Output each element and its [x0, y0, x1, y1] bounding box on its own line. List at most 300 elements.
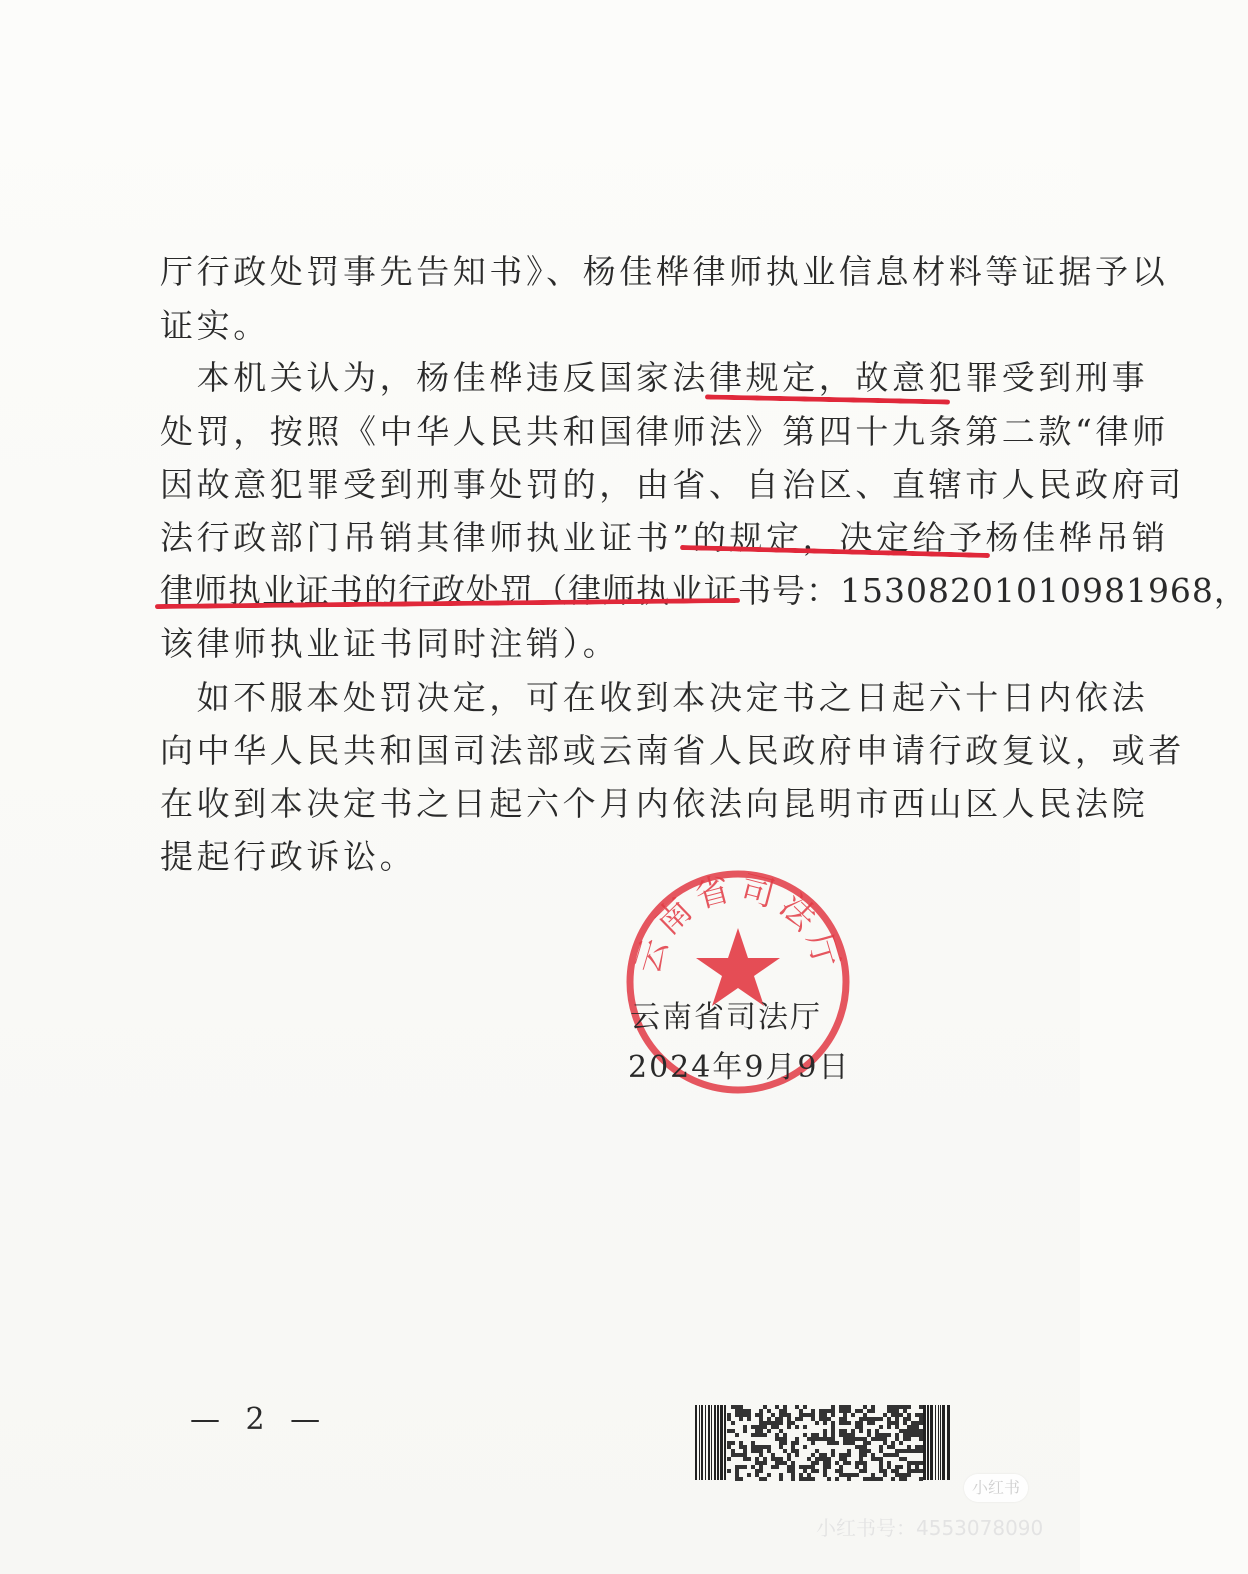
barcode-cell	[879, 1477, 883, 1481]
barcode-cell	[827, 1477, 831, 1481]
barcode-cell	[763, 1445, 767, 1449]
barcode-cell	[867, 1477, 871, 1481]
barcode-cell	[871, 1473, 875, 1477]
barcode-cell	[823, 1409, 827, 1413]
barcode-cell	[767, 1421, 771, 1425]
barcode-cell	[843, 1437, 847, 1441]
barcode-cell	[815, 1469, 819, 1473]
barcode-cell	[779, 1413, 783, 1417]
barcode-cell	[791, 1469, 795, 1473]
barcode-cell	[907, 1413, 911, 1417]
barcode-cell	[847, 1449, 851, 1453]
barcode-cell	[887, 1409, 891, 1413]
barcode-bar	[714, 1405, 716, 1480]
barcode-cell	[803, 1469, 807, 1473]
barcode-cell	[863, 1461, 867, 1465]
barcode-cell	[795, 1453, 799, 1457]
barcode-cell	[819, 1409, 823, 1413]
barcode-cell	[863, 1477, 867, 1481]
barcode-cell	[851, 1441, 855, 1445]
barcode-cell	[735, 1453, 739, 1457]
barcode-cell	[903, 1433, 907, 1437]
page-number: — 2 —	[190, 1402, 329, 1437]
barcode-cell	[915, 1433, 919, 1437]
barcode-cell	[767, 1473, 771, 1477]
barcode-cell	[815, 1457, 819, 1461]
issuer-name: 云南省司法厅	[630, 1000, 822, 1035]
barcode-cell	[847, 1473, 851, 1477]
barcode-cell	[863, 1413, 867, 1417]
barcode-cell	[875, 1433, 879, 1437]
barcode-cell	[859, 1453, 863, 1457]
barcode-cell	[743, 1445, 747, 1449]
barcode-cell	[843, 1417, 847, 1421]
barcode-cell	[891, 1453, 895, 1457]
barcode-cell	[755, 1457, 759, 1461]
barcode-bar	[708, 1405, 710, 1480]
barcode-cell	[871, 1453, 875, 1457]
barcode-cell	[775, 1421, 779, 1425]
barcode-cell	[735, 1473, 739, 1477]
barcode-cell	[875, 1457, 879, 1461]
barcode-cell	[787, 1453, 791, 1457]
barcode-cell	[915, 1413, 919, 1417]
barcode-cell	[823, 1473, 827, 1477]
barcode-cell	[735, 1405, 739, 1409]
barcode-cell	[903, 1473, 907, 1477]
barcode-cell	[915, 1469, 919, 1473]
barcode-cell	[907, 1437, 911, 1441]
barcode-cell	[911, 1429, 915, 1433]
barcode-cell	[735, 1413, 739, 1417]
barcode-cell	[903, 1477, 907, 1481]
barcode-cell	[747, 1409, 751, 1413]
barcode-cell	[839, 1469, 843, 1473]
barcode-cell	[775, 1405, 779, 1409]
svg-text:云南省司法厅: 云南省司法厅	[627, 867, 849, 979]
barcode-cell	[879, 1457, 883, 1461]
barcode-cell	[743, 1409, 747, 1413]
barcode-cell	[891, 1445, 895, 1449]
barcode-cell	[731, 1453, 735, 1457]
barcode-bar	[935, 1405, 936, 1480]
barcode-cell	[759, 1433, 763, 1437]
barcode-cell	[827, 1465, 831, 1469]
barcode-cell	[819, 1457, 823, 1461]
barcode-cell	[887, 1425, 891, 1429]
barcode-cell	[839, 1421, 843, 1425]
barcode-cell	[779, 1417, 783, 1421]
barcode-cell	[847, 1433, 851, 1437]
barcode-cell	[791, 1449, 795, 1453]
barcode-cell	[851, 1473, 855, 1477]
barcode-cell	[863, 1441, 867, 1445]
barcode-cell	[783, 1405, 787, 1409]
barcode-cell	[779, 1429, 783, 1433]
barcode-cell	[811, 1469, 815, 1473]
barcode-cell	[763, 1457, 767, 1461]
barcode-cell	[887, 1453, 891, 1457]
barcode-cell	[895, 1437, 899, 1441]
barcode-cell	[763, 1461, 767, 1465]
barcode-cell	[735, 1465, 739, 1469]
barcode-cell	[811, 1465, 815, 1469]
barcode-cell	[759, 1465, 763, 1469]
barcode-cell	[847, 1437, 851, 1441]
barcode-cell	[755, 1461, 759, 1465]
barcode-cell	[767, 1445, 771, 1449]
barcode-cell	[787, 1457, 791, 1461]
barcode-cell	[759, 1417, 763, 1421]
barcode-cell	[835, 1441, 839, 1445]
barcode-cell	[807, 1465, 811, 1469]
barcode-cell	[843, 1433, 847, 1437]
barcode-cell	[831, 1429, 835, 1433]
barcode-cell	[835, 1469, 839, 1473]
barcode-cell	[863, 1469, 867, 1473]
barcode-cell	[875, 1477, 879, 1481]
barcode-cell	[871, 1457, 875, 1461]
barcode-cell	[831, 1453, 835, 1457]
barcode-cell	[899, 1405, 903, 1409]
barcode-cell	[807, 1437, 811, 1441]
barcode-cell	[783, 1409, 787, 1413]
barcode-cell	[855, 1425, 859, 1429]
barcode-cell	[751, 1465, 755, 1469]
barcode-cell	[839, 1473, 843, 1477]
barcode-cell	[859, 1457, 863, 1461]
barcode-cell	[883, 1437, 887, 1441]
barcode-cell	[839, 1465, 843, 1469]
barcode-cell	[735, 1469, 739, 1473]
barcode-cell	[887, 1417, 891, 1421]
barcode-cell	[911, 1469, 915, 1473]
barcode-cell	[743, 1465, 747, 1469]
barcode-cell	[847, 1461, 851, 1465]
barcode-cell	[903, 1409, 907, 1413]
barcode-cell	[815, 1437, 819, 1441]
barcode-cell	[759, 1429, 763, 1433]
barcode-cell	[867, 1441, 871, 1445]
barcode-cell	[791, 1465, 795, 1469]
barcode-cell	[879, 1433, 883, 1437]
barcode-cell	[727, 1441, 731, 1445]
barcode-cell	[875, 1417, 879, 1421]
barcode-cell	[747, 1417, 751, 1421]
barcode-cell	[907, 1433, 911, 1437]
barcode-cell	[811, 1433, 815, 1437]
barcode-bar	[724, 1405, 726, 1480]
barcode-cell	[859, 1449, 863, 1453]
barcode-cell	[791, 1441, 795, 1445]
barcode-cell	[879, 1445, 883, 1449]
barcode-cell	[811, 1477, 815, 1481]
barcode-cell	[759, 1453, 763, 1457]
barcode-cell	[739, 1417, 743, 1421]
watermark-logo: 小红书	[964, 1474, 1028, 1502]
barcode-cell	[779, 1437, 783, 1441]
barcode-cell	[771, 1457, 775, 1461]
barcode-cell	[843, 1429, 847, 1433]
barcode-cell	[839, 1433, 843, 1437]
barcode-cell	[919, 1429, 923, 1433]
barcode-bar	[717, 1405, 719, 1480]
barcode-cell	[763, 1477, 767, 1481]
barcode-cell	[847, 1409, 851, 1413]
barcode-cell	[791, 1461, 795, 1465]
barcode-cell	[807, 1477, 811, 1481]
barcode-cell	[827, 1437, 831, 1441]
barcode-cell	[803, 1445, 807, 1449]
barcode-cell	[899, 1457, 903, 1461]
barcode-cell	[799, 1413, 803, 1417]
barcode-cell	[811, 1409, 815, 1413]
barcode-cell	[731, 1441, 735, 1445]
barcode-cell	[863, 1449, 867, 1453]
barcode-cell	[899, 1413, 903, 1417]
barcode-cell	[831, 1409, 835, 1413]
barcode-cell	[835, 1461, 839, 1465]
barcode-cell	[819, 1437, 823, 1441]
barcode-cell	[895, 1405, 899, 1409]
barcode-cell	[915, 1425, 919, 1429]
barcode-cell	[807, 1413, 811, 1417]
barcode-cell	[755, 1433, 759, 1437]
barcode-cell	[743, 1429, 747, 1433]
barcode-cell	[871, 1405, 875, 1409]
barcode-cell	[919, 1405, 923, 1409]
barcode-cell	[803, 1433, 807, 1437]
barcode-cell	[879, 1461, 883, 1465]
barcode-cell	[915, 1429, 919, 1433]
barcode-bar	[930, 1405, 933, 1480]
barcode-cell	[751, 1433, 755, 1437]
barcode-cell	[919, 1417, 923, 1421]
body-line-7: 律师执业证书的行政处罚（律师执业证书号：15308201010981968，	[160, 571, 1248, 610]
barcode-cell	[795, 1425, 799, 1429]
barcode-cell	[799, 1417, 803, 1421]
barcode-cell	[891, 1477, 895, 1481]
barcode-cell	[879, 1465, 883, 1469]
barcode-cell	[839, 1429, 843, 1433]
barcode-cell	[843, 1441, 847, 1445]
barcode-cell	[823, 1413, 827, 1417]
barcode-cell	[791, 1473, 795, 1477]
barcode-cell	[783, 1413, 787, 1417]
barcode-cell	[855, 1445, 859, 1449]
barcode-cell	[899, 1465, 903, 1469]
barcode-cell	[919, 1477, 923, 1481]
barcode-cell	[867, 1409, 871, 1413]
barcode-cell	[855, 1421, 859, 1425]
barcode-cell	[859, 1421, 863, 1425]
barcode-cell	[787, 1413, 791, 1417]
barcode-cell	[743, 1413, 747, 1417]
barcode-cell	[759, 1461, 763, 1465]
barcode-cell	[763, 1433, 767, 1437]
barcode-cell	[871, 1417, 875, 1421]
barcode-cell	[879, 1417, 883, 1421]
barcode-cell	[867, 1449, 871, 1453]
barcode-cell	[911, 1449, 915, 1453]
barcode-cell	[783, 1433, 787, 1437]
barcode-cell	[859, 1417, 863, 1421]
barcode-cell	[783, 1441, 787, 1445]
barcode-cell	[851, 1433, 855, 1437]
body-line-12: 提起行政诉讼。	[160, 837, 417, 876]
barcode-cell	[775, 1417, 779, 1421]
barcode-cell	[839, 1457, 843, 1461]
body-line-6: 法行政部门吊销其律师执业证书”的规定，决定给予杨佳桦吊销	[160, 518, 1169, 557]
barcode-cell	[759, 1425, 763, 1429]
barcode-cell	[823, 1453, 827, 1457]
barcode-cell	[891, 1441, 895, 1445]
barcode-cell	[899, 1473, 903, 1477]
barcode-cell	[775, 1457, 779, 1461]
barcode-cell	[731, 1405, 735, 1409]
barcode-cell	[827, 1409, 831, 1413]
barcode-cell	[783, 1461, 787, 1465]
barcode-cell	[783, 1437, 787, 1441]
barcode-cell	[823, 1457, 827, 1461]
barcode-cell	[895, 1417, 899, 1421]
barcode-bar	[938, 1405, 939, 1480]
barcode-cell	[919, 1449, 923, 1453]
barcode-cell	[907, 1429, 911, 1433]
barcode-image	[695, 1405, 951, 1480]
barcode-cell	[727, 1417, 731, 1421]
barcode-cell	[887, 1421, 891, 1425]
barcode-cell	[831, 1421, 835, 1425]
barcode-cell	[827, 1461, 831, 1465]
barcode-cell	[899, 1429, 903, 1433]
barcode-cell	[895, 1469, 899, 1473]
barcode-cell	[903, 1429, 907, 1433]
barcode-cell	[919, 1445, 923, 1449]
barcode-cell	[911, 1421, 915, 1425]
barcode-cell	[847, 1405, 851, 1409]
barcode-cell	[731, 1429, 735, 1433]
barcode-bar	[705, 1405, 706, 1480]
barcode-cell	[859, 1469, 863, 1473]
barcode-cell	[879, 1469, 883, 1473]
barcode-cell	[799, 1409, 803, 1413]
barcode-cell	[811, 1413, 815, 1417]
barcode-cell	[871, 1421, 875, 1425]
barcode-cell	[739, 1445, 743, 1449]
barcode-cell	[919, 1437, 923, 1441]
barcode-cell	[819, 1413, 823, 1417]
barcode-cell	[895, 1421, 899, 1425]
barcode-cell	[831, 1449, 835, 1453]
barcode-cell	[827, 1417, 831, 1421]
barcode-cell	[831, 1433, 835, 1437]
barcode-cell	[875, 1437, 879, 1441]
barcode-cell	[771, 1421, 775, 1425]
barcode-cell	[823, 1433, 827, 1437]
barcode-cell	[815, 1433, 819, 1437]
barcode-cell	[883, 1469, 887, 1473]
barcode-cell	[787, 1417, 791, 1421]
barcode-cell	[843, 1461, 847, 1465]
barcode-cell	[863, 1417, 867, 1421]
barcode-cell	[843, 1413, 847, 1417]
barcode-cell	[851, 1437, 855, 1441]
barcode-cell	[739, 1409, 743, 1413]
barcode-bar	[699, 1405, 700, 1480]
barcode-cell	[739, 1465, 743, 1469]
barcode-cell	[907, 1461, 911, 1465]
barcode-cell	[883, 1413, 887, 1417]
barcode-cell	[887, 1465, 891, 1469]
barcode-cell	[791, 1421, 795, 1425]
barcode-cell	[919, 1413, 923, 1417]
barcode-cell	[835, 1477, 839, 1481]
barcode-cell	[903, 1417, 907, 1421]
barcode-cell	[743, 1449, 747, 1453]
barcode-cell	[827, 1441, 831, 1445]
barcode-cell	[779, 1461, 783, 1465]
body-line-4: 处罚，按照《中华人民共和国律师法》第四十九条第二款“律师	[160, 412, 1169, 451]
barcode-cell	[847, 1453, 851, 1457]
barcode-cell	[759, 1469, 763, 1473]
barcode-cell	[743, 1425, 747, 1429]
barcode-cell	[851, 1413, 855, 1417]
barcode-cell	[863, 1453, 867, 1457]
barcode-cell	[855, 1437, 859, 1441]
barcode-cell	[859, 1425, 863, 1429]
barcode-cell	[907, 1417, 911, 1421]
barcode-cell	[759, 1477, 763, 1481]
barcode-cell	[739, 1413, 743, 1417]
barcode-cell	[747, 1457, 751, 1461]
barcode-cell	[743, 1453, 747, 1457]
barcode-cell	[731, 1449, 735, 1453]
barcode-cell	[767, 1449, 771, 1453]
barcode-cell	[843, 1473, 847, 1477]
barcode-cell	[907, 1445, 911, 1449]
barcode-cell	[767, 1409, 771, 1413]
barcode-cell	[907, 1449, 911, 1453]
barcode-cell	[919, 1461, 923, 1465]
barcode-cell	[919, 1469, 923, 1473]
barcode-cell	[795, 1417, 799, 1421]
barcode-cell	[843, 1453, 847, 1457]
barcode-cell	[799, 1477, 803, 1481]
barcode-cell	[727, 1445, 731, 1449]
barcode-cell	[891, 1469, 895, 1473]
barcode-cell	[911, 1425, 915, 1429]
barcode-cell	[747, 1413, 751, 1417]
barcode-cell	[839, 1405, 843, 1409]
barcode-cell	[771, 1425, 775, 1429]
barcode-cell	[803, 1413, 807, 1417]
barcode-cell	[755, 1445, 759, 1449]
barcode-cell	[903, 1405, 907, 1409]
barcode-cell	[811, 1441, 815, 1445]
barcode-cell	[759, 1449, 763, 1453]
barcode-cell	[803, 1477, 807, 1481]
barcode-cell	[823, 1417, 827, 1421]
barcode-bar	[923, 1405, 926, 1480]
barcode-cell	[915, 1421, 919, 1425]
barcode-cell	[899, 1449, 903, 1453]
issue-date: 2024年9月9日	[628, 1050, 851, 1085]
barcode-cell	[739, 1405, 743, 1409]
barcode-cell	[811, 1437, 815, 1441]
barcode-cell	[895, 1409, 899, 1413]
barcode-cell	[759, 1413, 763, 1417]
